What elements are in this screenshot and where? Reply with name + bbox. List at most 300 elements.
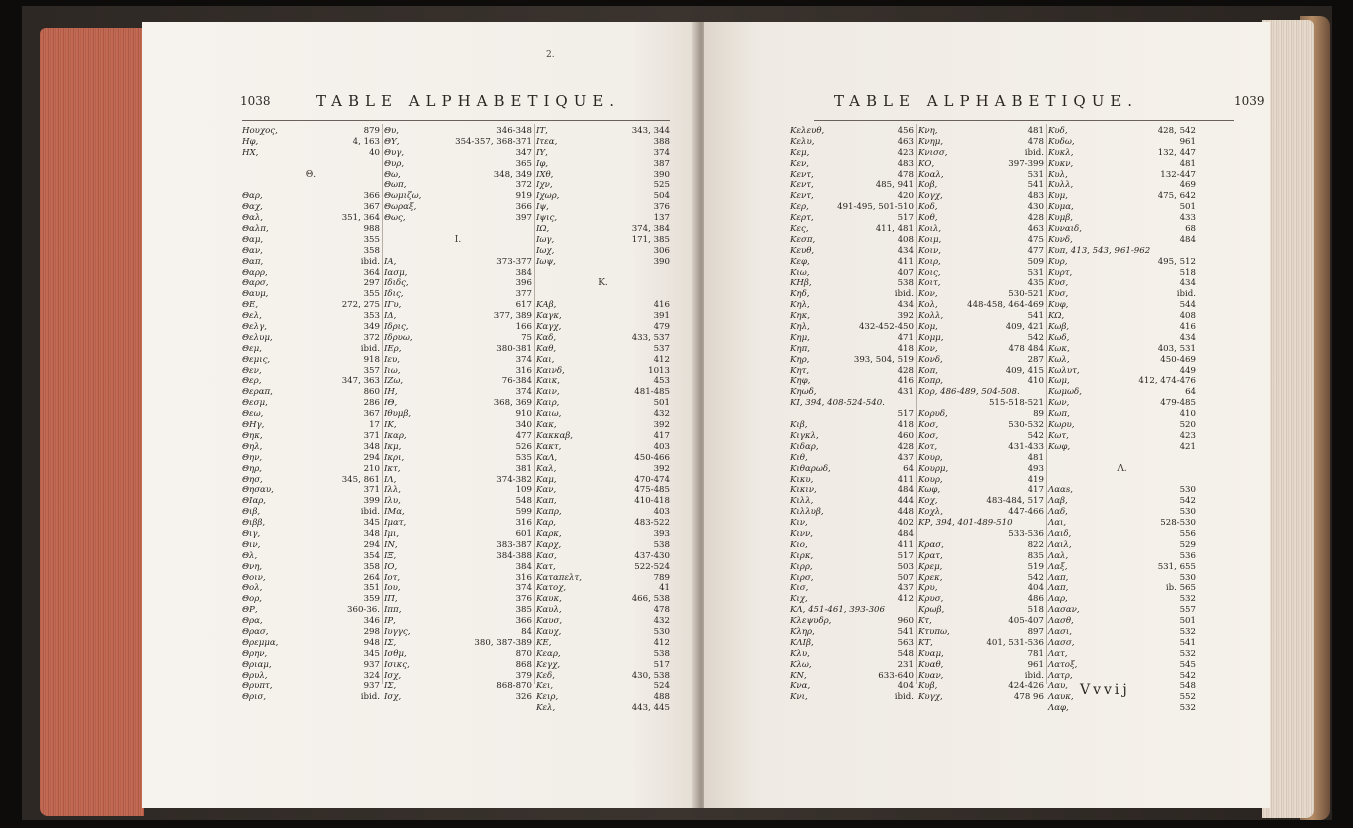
index-entry	[918, 159, 1044, 170]
index-entry	[384, 671, 532, 682]
index-term: Ιτεα,	[536, 136, 558, 147]
index-term: Κισ,	[790, 583, 809, 594]
index-entry	[918, 278, 1044, 289]
page-reference: 354-357, 368-371	[455, 136, 532, 147]
index-term: Θεμις,	[242, 354, 271, 365]
index-term: Κει,	[536, 681, 554, 692]
index-entry	[536, 540, 670, 551]
index-entry	[536, 170, 670, 181]
index-entry	[1048, 224, 1196, 235]
section-letter: I.	[454, 234, 462, 245]
index-entry	[384, 692, 532, 703]
index-term: Κυνδ,	[1048, 234, 1073, 245]
index-term: Κωφ,	[918, 485, 941, 496]
left-page	[142, 22, 698, 808]
page-reference: 374	[653, 147, 670, 158]
index-entry	[536, 148, 670, 159]
index-entry	[242, 420, 380, 431]
page-reference: 358	[363, 561, 380, 572]
page-reference: 503	[897, 561, 914, 572]
index-term: Κατ,	[536, 561, 556, 572]
index-entry	[790, 387, 914, 398]
index-entry	[918, 583, 1044, 594]
index-term: Κοιμ,	[918, 234, 942, 245]
index-term: Κυκλ,	[1048, 147, 1074, 158]
page-reference: 376	[653, 202, 670, 213]
page-reference: 537	[653, 343, 670, 354]
index-term: Καταπελτ,	[536, 572, 582, 583]
index-term: Κωλ,	[1048, 354, 1070, 365]
index-entry	[242, 278, 380, 289]
index-entry	[384, 627, 532, 638]
page-reference: 542	[1027, 430, 1044, 441]
index-term: Κωρυ,	[1048, 420, 1075, 431]
index-entry	[918, 137, 1044, 148]
page-reference	[885, 605, 914, 616]
page-reference: 345, 861	[341, 474, 380, 485]
index-term: Κεγχ,	[536, 659, 561, 670]
page-reference: 294	[363, 452, 380, 463]
index-entry	[1048, 170, 1196, 181]
index-entry	[384, 475, 532, 486]
index-entry	[918, 442, 1044, 453]
page-reference: ib. 565	[1165, 583, 1196, 594]
page-reference: 68	[1185, 224, 1196, 235]
index-term: Ιμι,	[384, 528, 400, 539]
index-term: Κελ,	[536, 703, 556, 714]
index-term: Καρκ,	[536, 528, 562, 539]
page-reference: 530-521	[1008, 289, 1044, 300]
index-term: Κερ,	[790, 202, 809, 213]
page-reference: 488	[653, 692, 670, 703]
index-entry	[536, 159, 670, 170]
index-term: Καυσ,	[536, 616, 563, 627]
index-term: Κεδ,	[536, 670, 555, 681]
index-term: Λαλ,	[1048, 550, 1069, 561]
index-entry	[384, 170, 532, 181]
index-term: Κεαρ,	[536, 648, 561, 659]
page-reference: 530-532	[1008, 420, 1044, 431]
index-entry	[790, 660, 914, 671]
index-term: Θελυμ,	[242, 332, 273, 343]
index-entry	[1048, 300, 1196, 311]
index-term: ΙΠ,	[384, 594, 398, 605]
index-term: Θιββ,	[242, 518, 266, 529]
index-term: Κηλ,	[790, 322, 810, 333]
index-entry	[918, 202, 1044, 213]
index-term: Κομ,	[918, 322, 938, 333]
page-reference: 64	[903, 463, 914, 474]
index-term: ΙΟ,	[384, 561, 398, 572]
page-reference: 410	[1027, 376, 1044, 387]
index-term: Κρωβ,	[918, 605, 945, 616]
index-term: Θαμ,	[242, 234, 264, 245]
page-reference: 403	[653, 507, 670, 518]
page-reference: 349	[363, 322, 380, 333]
page-reference: 532	[1179, 648, 1196, 659]
page-reference: 374	[515, 387, 532, 398]
page-reference: 434	[1179, 332, 1196, 343]
index-entry	[918, 344, 1044, 355]
index-entry	[918, 485, 1044, 496]
index-term: Κιρσ,	[790, 572, 814, 583]
index-term: Καλ,	[536, 463, 557, 474]
index-entry	[242, 126, 380, 137]
index-entry	[790, 213, 914, 224]
index-entry	[536, 485, 670, 496]
page-reference: 408	[897, 234, 914, 245]
index-term: Ιδιδς,	[384, 278, 409, 289]
index-entry	[242, 213, 380, 224]
index-entry	[918, 224, 1044, 235]
page-reference: 381	[515, 463, 532, 474]
index-entry	[242, 300, 380, 311]
index-entry	[536, 300, 670, 311]
page-reference: 450-466	[634, 452, 670, 463]
index-entry	[1048, 366, 1196, 377]
page-reference: 64	[1185, 387, 1196, 398]
index-term: Ιοτ,	[384, 572, 401, 583]
page-reference: 937	[363, 659, 380, 670]
index-entry	[536, 529, 670, 540]
index-term: Ιδις,	[384, 289, 404, 300]
index-term: Θοιν,	[242, 572, 266, 583]
index-term: Θριαμ,	[242, 659, 272, 670]
index-entry	[1048, 431, 1196, 442]
index-term: Θαρ,	[242, 191, 263, 202]
index-term: Κυρτ,	[1048, 267, 1073, 278]
page-reference: 404	[1027, 583, 1044, 594]
index-term: ΚΝ,	[790, 670, 807, 681]
index-entry	[242, 496, 380, 507]
index-term: Κυμα,	[1048, 202, 1074, 213]
index-entry	[790, 148, 914, 159]
index-entry	[242, 475, 380, 486]
index-term: Ικαρ,	[384, 430, 407, 441]
index-entry	[918, 671, 1044, 682]
index-entry	[536, 344, 670, 355]
index-term: Και,	[536, 354, 555, 365]
page-reference: 399	[363, 496, 380, 507]
index-term: Θαχ,	[242, 202, 263, 213]
index-term: Κωμωδ,	[1048, 387, 1082, 398]
index-entry	[918, 148, 1044, 159]
page-reference: 879	[363, 126, 380, 136]
index-term: Θρυλ,	[242, 670, 268, 681]
index-entry	[918, 366, 1044, 377]
index-term: Κελευθ,	[790, 126, 825, 136]
section-letter-heading	[242, 170, 380, 181]
page-reference: 530	[1179, 485, 1196, 496]
index-term: Κακκαβ,	[536, 430, 573, 441]
page-reference: 359	[363, 594, 380, 605]
index-column-6	[1048, 126, 1196, 714]
page-reference: 557	[1179, 605, 1196, 616]
index-entry	[384, 311, 532, 322]
index-entry	[536, 191, 670, 202]
index-term: Καπ,	[536, 496, 557, 507]
page-reference: 937	[363, 681, 380, 692]
index-entry	[918, 191, 1044, 202]
index-entry	[384, 605, 532, 616]
page-reference: 416	[653, 300, 670, 311]
page-reference: 519	[1027, 561, 1044, 572]
column-rule	[916, 124, 917, 684]
page-reference	[885, 398, 914, 409]
page-reference: 477	[515, 430, 532, 441]
index-entry	[536, 562, 670, 573]
index-term: Θιγ,	[242, 528, 261, 539]
index-entry	[536, 235, 670, 246]
index-entry	[536, 453, 670, 464]
index-term: Θηρ,	[242, 463, 262, 474]
index-term: Κοπ,	[918, 365, 938, 376]
index-term: Θρυπτ,	[242, 681, 273, 692]
page-reference: 478 96	[1013, 692, 1044, 703]
page-reference: 493	[1027, 463, 1044, 474]
page-reference: 433	[1179, 213, 1196, 224]
page-reference: 264	[363, 572, 380, 583]
page-reference: 351, 364	[341, 213, 380, 224]
index-term: Κυπ, 413, 543, 961-962	[1048, 245, 1151, 256]
page-reference: ibid.	[1024, 670, 1044, 681]
page-reference: 412	[897, 594, 914, 605]
index-entry	[536, 246, 670, 257]
index-term: Κοχ,	[918, 496, 938, 507]
index-entry	[1048, 213, 1196, 224]
index-entry	[242, 257, 380, 268]
index-entry	[242, 398, 380, 409]
index-term: Κορ, 486-489, 504-508.	[918, 387, 1020, 398]
index-term: Θαρρ,	[242, 267, 268, 278]
index-entry	[536, 573, 670, 584]
index-entry	[242, 464, 380, 475]
index-entry	[242, 594, 380, 605]
index-term: Κωμ,	[1048, 376, 1070, 387]
index-entry	[384, 464, 532, 475]
page-reference: 481	[1027, 126, 1044, 136]
page-reference: 533-536	[1008, 528, 1044, 539]
index-term: Λαπ,	[1048, 572, 1069, 583]
index-entry	[242, 387, 380, 398]
index-entry	[918, 235, 1044, 246]
index-term: Θαρσ,	[242, 278, 269, 289]
page-reference: 316	[515, 518, 532, 529]
page-reference: 345	[363, 648, 380, 659]
index-entry	[790, 159, 914, 170]
page-reference: 478 484	[1008, 343, 1044, 354]
index-term: Κηρ,	[790, 354, 810, 365]
index-entry	[242, 583, 380, 594]
page-reference: 407	[897, 267, 914, 278]
page-reference: 390	[653, 256, 670, 267]
page-reference	[1048, 475, 1196, 486]
index-entry	[918, 594, 1044, 605]
index-term: Κοδ,	[918, 202, 938, 213]
page-reference: 4, 163	[352, 136, 380, 147]
index-entry	[790, 529, 914, 540]
index-term: Κρυ,	[918, 583, 938, 594]
page-reference: 326	[515, 692, 532, 703]
index-term: Ιλλ,	[384, 485, 402, 496]
index-entry	[242, 137, 380, 148]
index-entry	[384, 355, 532, 366]
index-term: Λασσ,	[1048, 637, 1075, 648]
page-reference: 409, 415	[1005, 365, 1044, 376]
index-term: Κηφ,	[790, 376, 811, 387]
page-reference: 481-485	[634, 387, 670, 398]
index-term: Κυμβ,	[1048, 213, 1073, 224]
page-reference: 403, 531	[1157, 343, 1196, 354]
index-term: Κιν,	[790, 518, 808, 529]
index-term: Θρισ,	[242, 692, 267, 703]
page-reference: 423	[1179, 430, 1196, 441]
page-reference	[536, 289, 670, 300]
index-entry	[918, 649, 1044, 660]
page-reference: 463	[897, 136, 914, 147]
page-reference: 433, 537	[631, 332, 670, 343]
index-entry	[918, 518, 1044, 529]
page-reference: 450-469	[1160, 354, 1196, 365]
index-column-5	[918, 126, 1044, 703]
index-term: Ιχωρ,	[536, 191, 560, 202]
index-entry	[1048, 159, 1196, 170]
page-reference: 297	[363, 278, 380, 289]
index-term: Θυρ,	[384, 158, 405, 169]
index-entry	[918, 213, 1044, 224]
index-entry	[536, 213, 670, 224]
index-term: ΚΟ,	[918, 158, 935, 169]
index-term: Ιφ,	[536, 158, 549, 169]
index-term: Θως,	[384, 213, 406, 224]
index-term: Κλυ,	[790, 648, 810, 659]
index-entry	[384, 660, 532, 671]
index-entry	[384, 213, 532, 224]
page-reference: 481	[1179, 158, 1196, 169]
page-reference: 434	[1179, 278, 1196, 289]
index-term: Θαυμ,	[242, 289, 269, 300]
index-entry	[918, 409, 1044, 420]
index-entry	[790, 311, 914, 322]
index-term: Θεω,	[242, 409, 264, 420]
index-term: Κιχ,	[790, 594, 808, 605]
index-term: Καιρ,	[536, 398, 560, 409]
page-reference: 367	[363, 409, 380, 420]
index-term: Λασαν,	[1048, 605, 1080, 616]
index-term: ΙΡ,	[384, 616, 396, 627]
index-term: Κικυ,	[790, 474, 814, 485]
page-reference: 437	[897, 452, 914, 463]
index-entry	[536, 507, 670, 518]
index-entry	[1048, 605, 1196, 616]
index-term: Ιωψ,	[536, 256, 556, 267]
index-entry	[384, 409, 532, 420]
index-entry	[1048, 191, 1196, 202]
index-entry	[384, 420, 532, 431]
page-reference: 418	[897, 343, 914, 354]
signature-mark: Vvvij	[1080, 682, 1130, 698]
section-letter: Λ.	[1117, 463, 1127, 474]
index-term: Κιο,	[790, 539, 808, 550]
index-entry	[384, 278, 532, 289]
index-term: Κιρρ,	[790, 561, 813, 572]
page-reference: 347	[515, 147, 532, 158]
index-entry	[536, 387, 670, 398]
index-term: Κοθ,	[918, 213, 938, 224]
index-term: Κευθ,	[790, 245, 815, 256]
index-term: Κοπρ,	[918, 376, 944, 387]
page-reference: 475, 642	[1157, 191, 1196, 202]
index-term: ΚΗβ,	[790, 278, 812, 289]
page-reference: 544	[1179, 300, 1196, 311]
index-term: Κτ,	[918, 616, 932, 627]
index-entry	[384, 246, 532, 257]
index-term: Θεσμ,	[242, 398, 268, 409]
page-reference: 789	[653, 572, 670, 583]
page-reference: 210	[363, 463, 380, 474]
index-entry	[242, 311, 380, 322]
index-entry	[242, 616, 380, 627]
index-entry	[790, 627, 914, 638]
index-entry	[1048, 420, 1196, 431]
page-reference: 384	[515, 561, 532, 572]
page-reference: 542	[1179, 496, 1196, 507]
page-reference: 383-387	[496, 539, 532, 550]
index-term: Ισικς,	[384, 659, 410, 670]
index-entry	[242, 431, 380, 442]
index-term: ΘΥ,	[384, 136, 400, 147]
index-entry	[790, 562, 914, 573]
page-reference: 545	[1179, 659, 1196, 670]
index-term: ΙΗ,	[384, 387, 398, 398]
index-entry	[536, 496, 670, 507]
page-reference: 75	[521, 332, 532, 343]
index-term: Κυαν,	[918, 670, 944, 681]
page-reference: 272, 275	[341, 300, 380, 311]
page-reference: 444	[897, 496, 914, 507]
index-term: Καν,	[536, 485, 557, 496]
index-entry	[918, 660, 1044, 671]
index-entry	[790, 366, 914, 377]
index-entry	[790, 464, 914, 475]
index-column-3	[536, 126, 670, 714]
index-entry	[536, 180, 670, 191]
page-reference	[1013, 518, 1044, 529]
page-reference: 548	[515, 496, 532, 507]
index-term: Κολ,	[918, 300, 938, 311]
index-term: Κυλλ,	[1048, 180, 1074, 191]
left-page-title: TABLE ALPHABETIQUE.	[316, 92, 621, 110]
index-entry	[918, 180, 1044, 191]
index-term: ΚαΛ,	[536, 452, 558, 463]
index-entry	[1048, 202, 1196, 213]
index-entry	[790, 170, 914, 181]
page-reference: 532	[1179, 626, 1196, 637]
page-reference: 411, 481	[875, 224, 914, 235]
index-entry	[1048, 387, 1196, 398]
index-entry	[536, 431, 670, 442]
index-entry	[790, 616, 914, 627]
page-reference: 374-382	[496, 474, 532, 485]
index-term: ΙΩ,	[536, 224, 550, 235]
index-term: Κυβ,	[918, 681, 938, 692]
index-term: IZω,	[384, 376, 404, 387]
index-term: Κημ,	[790, 332, 810, 343]
page-reference: 430, 538	[631, 670, 670, 681]
page-reference: 517	[897, 550, 914, 561]
index-term: Κυναιδ,	[1048, 224, 1082, 235]
page-reference: 538	[897, 278, 914, 289]
